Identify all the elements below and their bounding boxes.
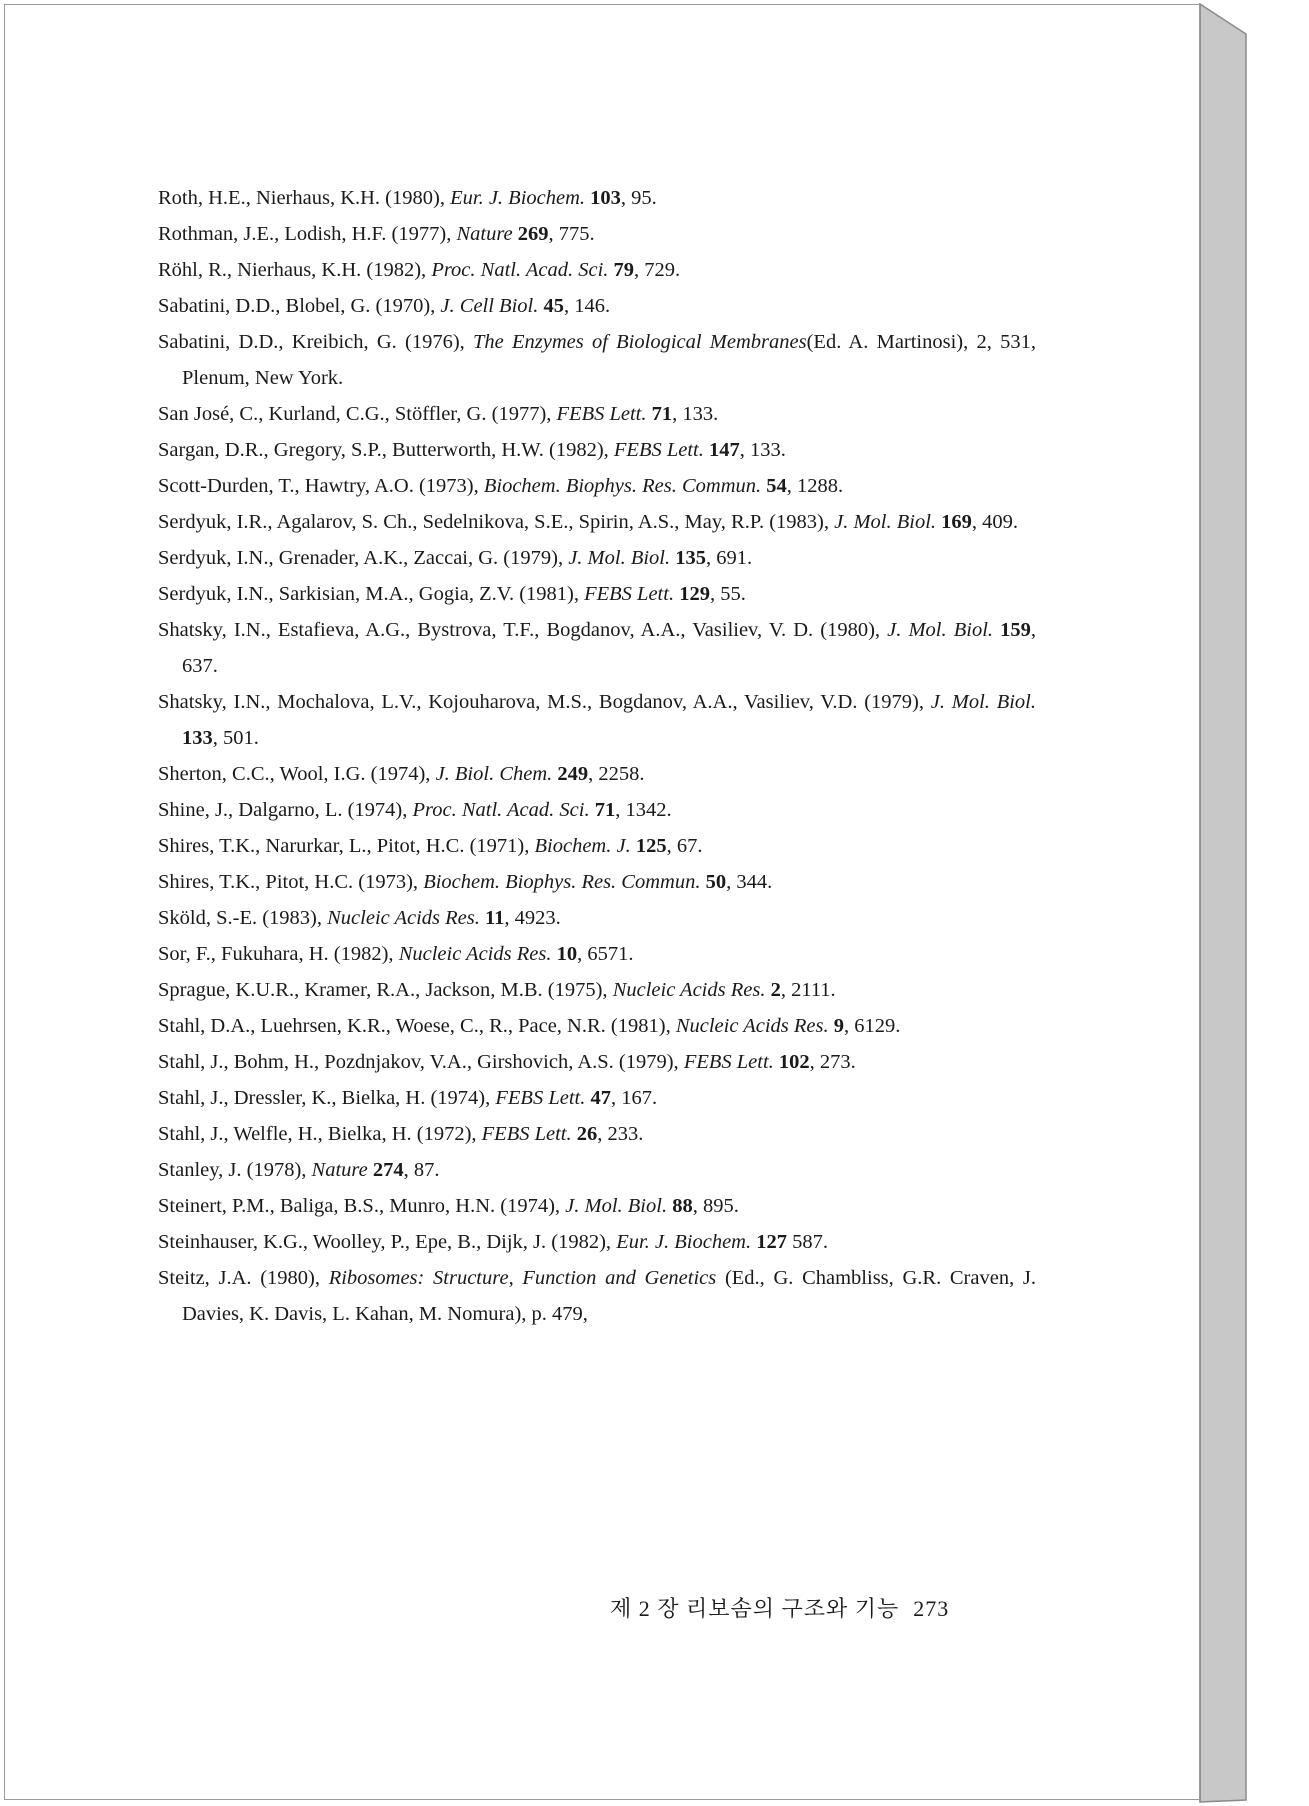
reference-list [158, 180, 1036, 1332]
reference-pages: , 1342. [615, 799, 672, 821]
reference-entry [158, 576, 1036, 612]
reference-journal: Biochem. Biophys. Res. Commun. [483, 475, 762, 497]
reference-authors: San José, C., Kurland, C.G., Stöffler, G. (1977), [158, 403, 557, 425]
page-footer [610, 1592, 949, 1623]
reference-authors: Sköld, S.-E. (1983), [158, 907, 328, 929]
reference-authors: Shine, J., Dalgarno, L. (1974), [158, 799, 413, 821]
reference-pages: , 4923. [504, 907, 561, 929]
reference-authors: Steitz, J.A. (1980), [158, 1267, 329, 1289]
reference-pages: , 67. [666, 835, 703, 857]
reference-authors: Shatsky, I.N., Estafieva, A.G., Bystrova, T.F., Bogdanov, A.A., Vasiliev, V. D. (1980), [158, 619, 888, 641]
reference-pages: , 6571. [577, 943, 634, 965]
reference-volume: 54 [766, 475, 787, 497]
reference-journal: Nature [456, 223, 513, 245]
reference-entry [158, 972, 1036, 1008]
reference-authors: Serdyuk, I.N., Sarkisian, M.A., Gogia, Z.V. (1981), [158, 583, 585, 605]
reference-authors: Shires, T.K., Narurkar, L., Pitot, H.C. (1971), [158, 835, 535, 857]
reference-volume: 88 [672, 1195, 693, 1217]
reference-pages: , 6129. [843, 1015, 901, 1037]
reference-authors: Serdyuk, I.N., Grenader, A.K., Zaccai, G. (1979), [158, 547, 569, 569]
reference-entry [158, 936, 1036, 972]
reference-entry [158, 180, 1036, 216]
reference-authors: Stahl, J., Welfle, H., Bielka, H. (1972), [158, 1123, 482, 1145]
reference-volume: 9 [833, 1015, 844, 1037]
reference-volume: 133 [182, 727, 213, 749]
reference-entry [158, 1080, 1036, 1116]
reference-pages: , 146. [563, 295, 611, 317]
reference-entry [158, 756, 1036, 792]
reference-pages: , 87. [403, 1159, 440, 1181]
reference-entry [158, 432, 1036, 468]
reference-authors: Shatsky, I.N., Mochalova, L.V., Kojouharova, M.S., Bogdanov, A.A., Vasiliev, V.D. (1979), [158, 691, 931, 713]
reference-authors: Sabatini, D.D., Blobel, G. (1970), [158, 295, 441, 317]
reference-pages: , 2258. [588, 763, 645, 785]
reference-authors: Sargan, D.R., Gregory, S.P., Butterworth, H.W. (1982), [158, 439, 614, 461]
reference-volume: 11 [485, 907, 505, 929]
reference-entry [158, 468, 1036, 504]
reference-authors: Stahl, J., Bohm, H., Pozdnjakov, V.A., Girshovich, A.S. (1979), [158, 1051, 684, 1073]
reference-entry [158, 828, 1036, 864]
reference-entry [158, 1152, 1036, 1188]
reference-volume: 169 [941, 511, 972, 533]
reference-volume: 125 [635, 835, 667, 857]
reference-volume: 50 [705, 871, 727, 893]
reference-pages: , 95. [620, 187, 657, 209]
reference-volume: 71 [651, 403, 673, 425]
reference-pages: (Ed., G. Chambliss, G.R. Craven, J. Davies, K. Davis, L. Kahan, M. Nomura), p. 479, [182, 1267, 1037, 1325]
reference-journal: FEBS Lett. [613, 439, 704, 461]
reference-journal: J. Mol. Biol. [930, 691, 1036, 713]
reference-journal: Eur. J. Biochem. [616, 1231, 752, 1253]
reference-authors: Sor, F., Fukuhara, H. (1982), [158, 943, 399, 965]
reference-pages: , 775. [548, 223, 595, 245]
reference-volume: 26 [576, 1123, 598, 1145]
reference-pages: , 1288. [786, 475, 844, 497]
reference-pages: , 167. [610, 1087, 658, 1109]
reference-entry [158, 504, 1036, 540]
reference-pages: , 344. [726, 871, 773, 893]
reference-volume: 135 [675, 547, 706, 569]
reference-entry [158, 1224, 1036, 1260]
reference-authors: Scott-Durden, T., Hawtry, A.O. (1973), [158, 475, 484, 497]
reference-authors: Steinert, P.M., Baliga, B.S., Munro, H.N. (1974), [158, 1195, 566, 1217]
reference-journal: FEBS Lett. [584, 583, 675, 605]
reference-entry [158, 612, 1036, 684]
reference-authors: Stahl, J., Dressler, K., Bielka, H. (1974), [158, 1087, 496, 1109]
reference-pages: , 729. [634, 259, 681, 281]
reference-volume: 274 [372, 1159, 404, 1181]
reference-pages: (Ed. A. Martinosi), 2, 531, Plenum, New York. [182, 331, 1036, 389]
reference-pages: , 273. [809, 1051, 856, 1073]
reference-authors: Stanley, J. (1978), [158, 1159, 312, 1181]
reference-pages: , 895. [692, 1195, 739, 1217]
reference-entry [158, 900, 1036, 936]
reference-authors: Serdyuk, I.R., Agalarov, S. Ch., Sedelnikova, S.E., Spirin, A.S., May, R.P. (1983), [158, 511, 835, 533]
reference-entry [158, 1008, 1036, 1044]
reference-pages: , 2111. [780, 979, 836, 1001]
reference-pages: , 409. [971, 511, 1019, 533]
page-number: 273 [913, 1596, 950, 1621]
reference-journal: FEBS Lett. [556, 403, 647, 425]
reference-entry [158, 1188, 1036, 1224]
reference-authors: Rothman, J.E., Lodish, H.F. (1977), [158, 223, 457, 245]
reference-volume: 269 [517, 223, 549, 245]
reference-volume: 47 [590, 1087, 611, 1109]
reference-volume: 159 [1000, 619, 1031, 641]
reference-authors: Shires, T.K., Pitot, H.C. (1973), [158, 871, 424, 893]
reference-journal: J. Mol. Biol. [568, 547, 671, 569]
reference-journal: J. Mol. Biol. [834, 511, 937, 533]
reference-volume: 249 [557, 763, 589, 785]
reference-journal: Nucleic Acids Res. [675, 1015, 829, 1037]
reference-pages: , 233. [597, 1123, 644, 1145]
reference-volume: 103 [590, 187, 621, 209]
reference-entry [158, 540, 1036, 576]
reference-volume: 10 [556, 943, 578, 965]
reference-journal: Proc. Natl. Acad. Sci. [431, 259, 609, 281]
reference-entry [158, 324, 1036, 396]
reference-entry [158, 1044, 1036, 1080]
reference-journal: Nucleic Acids Res. [612, 979, 766, 1001]
reference-journal: J. Biol. Chem. [435, 763, 553, 785]
reference-volume: 2 [770, 979, 781, 1001]
reference-volume: 79 [613, 259, 635, 281]
reference-authors: Stahl, D.A., Luehrsen, K.R., Woese, C., R., Pace, N.R. (1981), [158, 1015, 676, 1037]
reference-volume: 71 [594, 799, 616, 821]
reference-authors: Sprague, K.U.R., Kramer, R.A., Jackson, M.B. (1975), [158, 979, 613, 1001]
reference-entry [158, 252, 1036, 288]
reference-authors: Sabatini, D.D., Kreibich, G. (1976), [158, 331, 474, 353]
reference-journal: FEBS Lett. [481, 1123, 572, 1145]
reference-pages: , 637. [182, 619, 1036, 677]
reference-entry [158, 864, 1036, 900]
chapter-title: 제 2 장 리보솜의 구조와 기능 [610, 1596, 900, 1621]
reference-entry [158, 1116, 1036, 1152]
reference-entry [158, 684, 1036, 756]
reference-journal: Nucleic Acids Res. [398, 943, 552, 965]
reference-journal: Eur. J. Biochem. [450, 187, 586, 209]
reference-journal: J. Mol. Biol. [887, 619, 994, 641]
reference-journal: Nature [311, 1159, 368, 1181]
reference-pages: , 133. [739, 439, 786, 461]
reference-journal: Nucleic Acids Res. [327, 907, 480, 929]
reference-authors: Steinhauser, K.G., Woolley, P., Epe, B., Dijk, J. (1982), [158, 1231, 617, 1253]
reference-authors: Röhl, R., Nierhaus, K.H. (1982), [158, 259, 432, 281]
reference-journal: Proc. Natl. Acad. Sci. [412, 799, 590, 821]
reference-entry [158, 1260, 1036, 1332]
reference-entry [158, 216, 1036, 252]
reference-journal: FEBS Lett. [495, 1087, 586, 1109]
reference-pages: , 133. [672, 403, 719, 425]
reference-authors: Roth, H.E., Nierhaus, K.H. (1980), [158, 187, 451, 209]
reference-journal: Biochem. Biophys. Res. Commun. [423, 871, 701, 893]
reference-entry [158, 288, 1036, 324]
reference-journal: FEBS Lett. [683, 1051, 774, 1073]
reference-journal: J. Cell Biol. [440, 295, 539, 317]
reference-journal: J. Mol. Biol. [565, 1195, 668, 1217]
reference-entry [158, 792, 1036, 828]
reference-journal: Biochem. J. [534, 835, 631, 857]
reference-entry [158, 396, 1036, 432]
reference-volume: 127 [756, 1231, 787, 1253]
reference-journal: The Enzymes of Biological Membranes [473, 331, 807, 353]
reference-pages: , 691. [706, 547, 753, 569]
reference-journal: Ribosomes: Structure, Function and Genetics [328, 1267, 717, 1289]
reference-volume: 129 [679, 583, 710, 605]
reference-volume: 45 [543, 295, 564, 317]
reference-volume: 102 [778, 1051, 810, 1073]
reference-pages: 587. [786, 1231, 828, 1253]
reference-pages: , 55. [709, 583, 746, 605]
reference-pages: , 501. [212, 727, 259, 749]
reference-volume: 147 [709, 439, 740, 461]
reference-authors: Sherton, C.C., Wool, I.G. (1974), [158, 763, 436, 785]
